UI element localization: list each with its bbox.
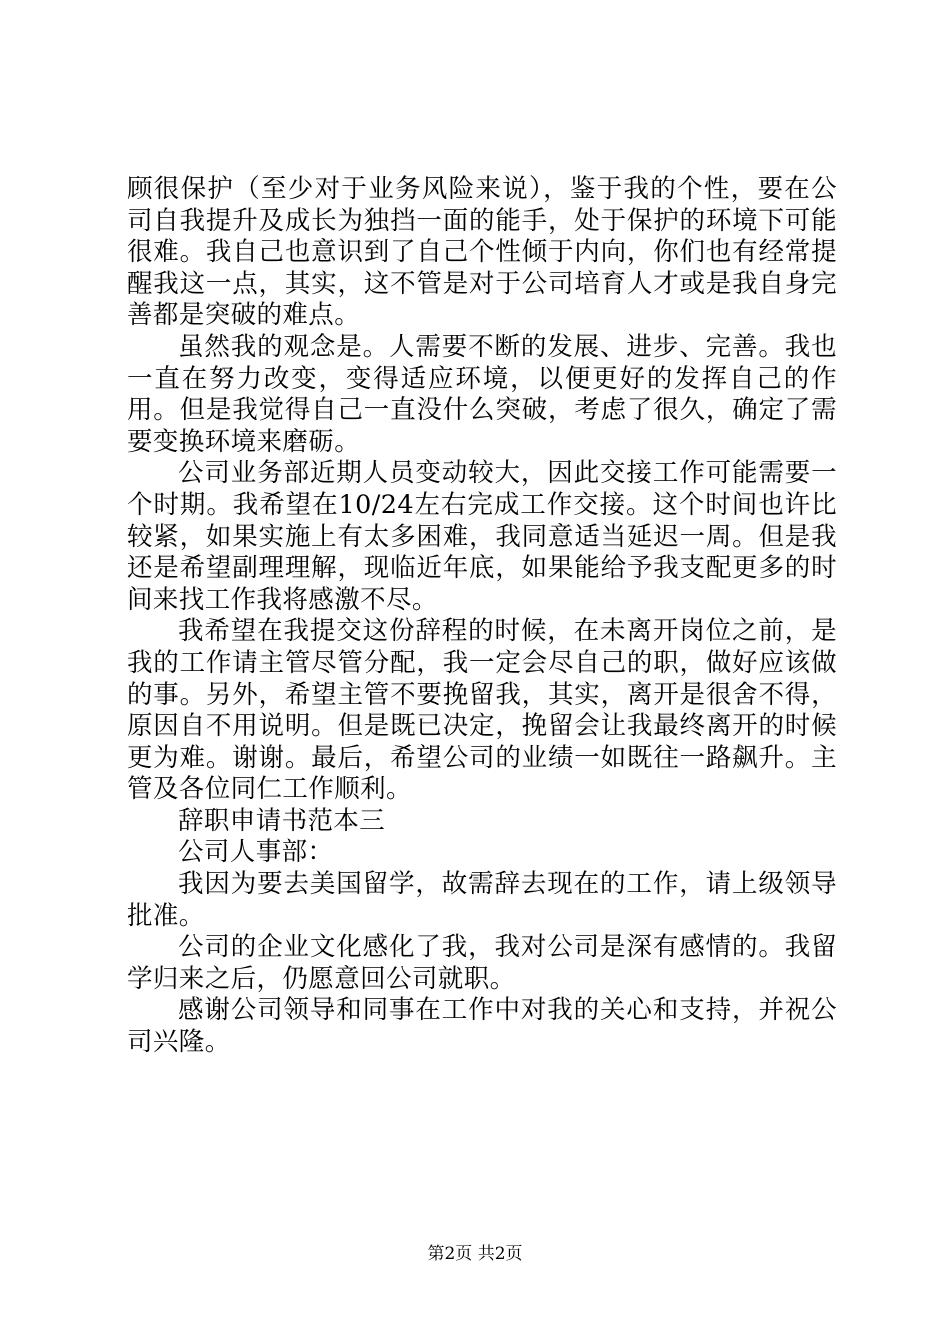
- paragraph-request: 我因为要去美国留学，故需辞去现在的工作，请上级领导批准。: [127, 869, 837, 931]
- paragraph-wishes: 感谢公司领导和同事在工作中对我的关心和支持，并祝公司兴隆。: [127, 995, 837, 1058]
- document-body: [127, 174, 837, 1059]
- paragraph-reason: 虽然我的观念是。人需要不断的发展、进步、完善。我也一直在努力改变，变得适应环境，以便更好的发挥自己的作用。但是我觉得自己一直没什么突破，考虑了很久，确定了需要变换环境来磨砺。: [127, 331, 837, 457]
- page-number: 第2页 共2页: [427, 1244, 523, 1264]
- section-heading: 辞职申请书范本三: [178, 805, 386, 836]
- paragraph-closing: 我希望在我提交这份辞程的时候，在未离开岗位之前，是我的工作请主管尽管分配，我一定会尽自己的职，做好应该做的事。另外，希望主管不要挽留我，其实，离开是很舍不得，原因自不用说明。但是既已决定，挽留会让我最终离开的时候更为难。谢谢。最后，希望公司的业绩一如既往一路飙升。主管及各位同仁工作顺利。: [127, 616, 837, 805]
- salutation: 公司人事部：: [178, 837, 334, 868]
- paragraph-handover: 公司业务部近期人员变动较大，因此交接工作可能需要一个时期。我希望在10/24左右完成工作交接。这个时间也许比较紧，如果实施上有太多困难，我同意适当延迟一周。但是我还是希望副理理解，现临近年底，如果能给予我支配更多的时间来找工作我将感激不尽。: [127, 458, 837, 615]
- paragraph-continuation: 顾很保护（至少对于业务风险来说），鉴于我的个性，要在公司自我提升及成长为独挡一面的能手，处于保护的环境下可能很难。我自己也意识到了自己个性倾于内向，你们也有经常提醒我这一点，其实，这不管是对于公司培育人才或是我自身完善都是突破的难点。: [127, 174, 837, 331]
- paragraph-gratitude: 公司的企业文化感化了我，我对公司是深有感情的。我留学归来之后，仍愿意回公司就职。: [127, 932, 837, 994]
